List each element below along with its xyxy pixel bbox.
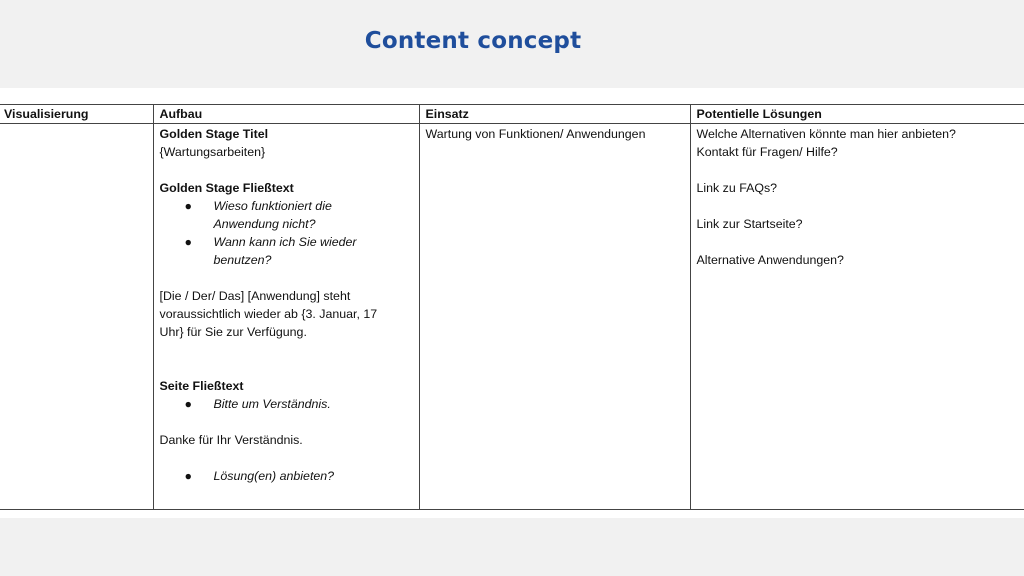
- bullet-line: Wann kann ich Sie wieder: [213, 235, 357, 249]
- cell-loesungen: [690, 124, 1024, 510]
- stage-text-bullets: [160, 197, 413, 269]
- header-visualisierung: Visualisierung: [0, 105, 153, 124]
- cell-aufbau: [153, 124, 419, 510]
- cell-visualisierung: [0, 124, 153, 510]
- bullet-line: Wieso funktioniert die: [213, 199, 332, 213]
- bullet-icon: ●: [184, 235, 192, 249]
- paragraph-line: [Die / Der/ Das] [Anwendung] steht: [159, 289, 351, 303]
- page-text-bullets: [160, 395, 413, 413]
- paragraph-line: voraussichtlich wieder ab {3. Januar, 17: [159, 307, 378, 321]
- loesung-line: Link zur Startseite?: [696, 217, 803, 231]
- page-text-heading: Seite Fließtext: [159, 379, 244, 393]
- loesung-line: Link zu FAQs?: [696, 181, 778, 195]
- bullet-line: benutzen?: [213, 253, 272, 267]
- list-item: [160, 395, 413, 413]
- loesung-line: Alternative Anwendungen?: [696, 253, 844, 267]
- stage-title-value: {Wartungsarbeiten}: [159, 145, 266, 159]
- paragraph-line: Uhr} für Sie zur Verfügung.: [159, 325, 307, 339]
- list-item: [160, 467, 413, 485]
- loesung-line: Welche Alternativen könnte man hier anbieten?: [696, 127, 956, 141]
- bullet-line: Anwendung nicht?: [213, 217, 316, 231]
- bullet-icon: ●: [184, 199, 192, 213]
- bullet-line: Bitte um Verständnis.: [213, 397, 331, 411]
- table-header-row: [0, 105, 1024, 124]
- slide-title: Content concept: [364, 28, 582, 54]
- bullet-icon: ●: [184, 469, 192, 483]
- final-bullets: [160, 467, 413, 485]
- einsatz-text: Wartung von Funktionen/ Anwendungen: [425, 127, 646, 141]
- document-sheet: [0, 88, 1024, 518]
- cell-einsatz: [419, 124, 690, 510]
- bullet-line: Lösung(en) anbieten?: [213, 469, 335, 483]
- bullet-icon: ●: [184, 397, 192, 411]
- list-item: [160, 233, 413, 269]
- loesung-line: Kontakt für Fragen/ Hilfe?: [696, 145, 838, 159]
- list-item: [160, 197, 413, 233]
- content-concept-table: [0, 104, 1024, 510]
- header-loesungen: Potentielle Lösungen: [690, 105, 1024, 124]
- table-row: [0, 124, 1024, 510]
- header-einsatz: Einsatz: [419, 105, 690, 124]
- header-aufbau: Aufbau: [153, 105, 419, 124]
- stage-text-heading: Golden Stage Fließtext: [159, 181, 294, 195]
- stage-title-heading: Golden Stage Titel: [159, 127, 269, 141]
- thanks-text: Danke für Ihr Verständnis.: [159, 433, 303, 447]
